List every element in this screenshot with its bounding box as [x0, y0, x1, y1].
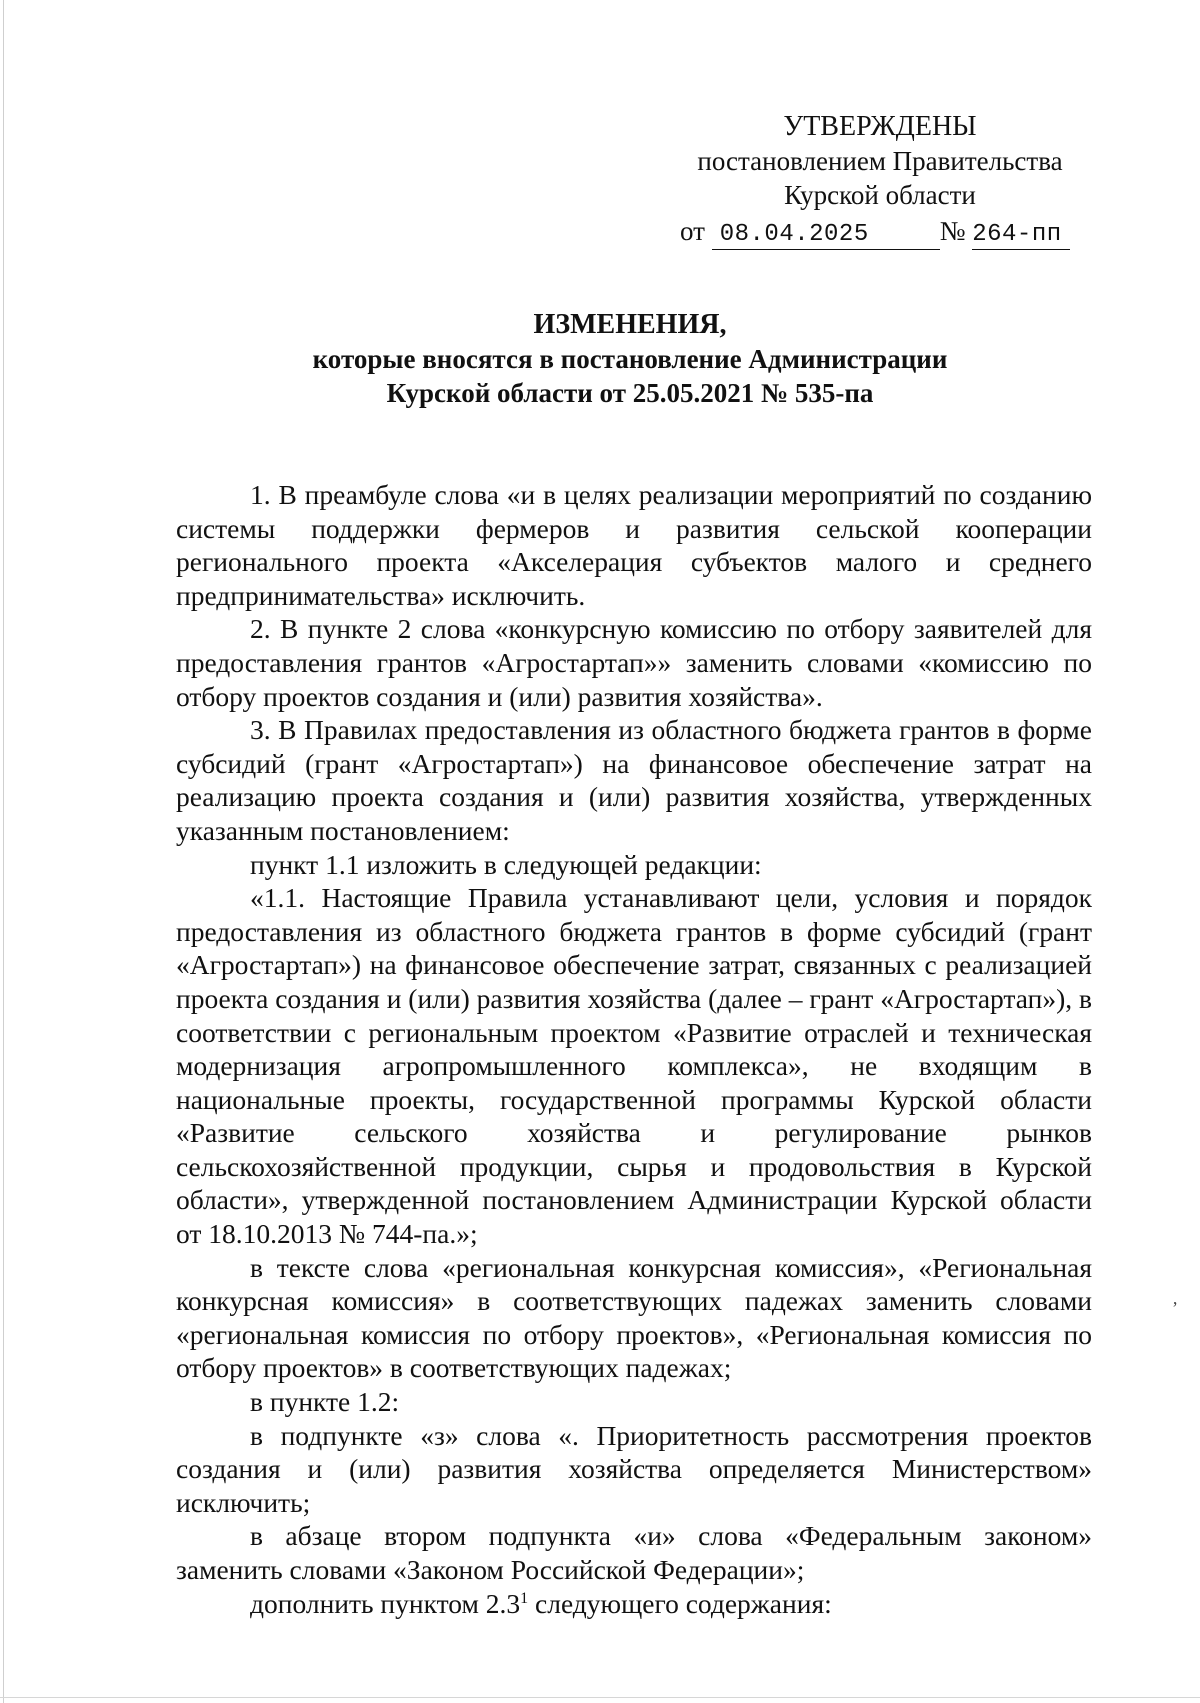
- paragraph-10-superscript: 1: [520, 1589, 529, 1607]
- approval-date-line: [680, 214, 1080, 250]
- paragraph-3: 3. В Правилах предоставления из областного бюджета грантов в форме субсидий (грант «Агростартап») на финансовое обеспечение затрат на реализацию проекта создания и (или) развития хозяйства, утвержденных указанным постановлением:: [176, 714, 1092, 846]
- from-label: от: [680, 216, 705, 246]
- title-main: ИЗМЕНЕНИЯ,: [533, 309, 727, 340]
- paragraph-10: [176, 1587, 1092, 1621]
- paragraph-5: «1.1. Настоящие Правила устанавливают цели, условия и порядок предоставления из областного бюджета грантов в форме субсидий (грант «Агростартап») на финансовое обеспечение затрат, связанных с реализацией проекта создания и (или) развития хозяйства (далее – грант «Агростартап»), в соответствии с региональным проектом «Развитие отраслей и техническая модернизация агропромышленного комплекса», не входящим в национальные проекты, государственной программы Курской области «Развитие сельского хозяйства и регулирование рынков сельскохозяйственной продукции, сырья и продовольствия в Курской области», утвержденной постановлением Администрации Курской области от 18.10.2013 № 744-па.»;: [176, 882, 1092, 1250]
- approval-date: 08.04.2025: [712, 221, 940, 250]
- number-label: №: [939, 216, 966, 246]
- paragraph-4: пункт 1.1 изложить в следующей редакции:: [250, 848, 762, 880]
- approval-stamp-block: [680, 110, 1080, 250]
- paragraph-2: 2. В пункте 2 слова «конкурсную комиссию по отбору заявителей для предоставления грантов «Агростартап»» заменить словами «комиссию по отбору проектов создания и (или) развития хозяйства».: [176, 613, 1092, 712]
- scan-edge-bottom: [0, 1697, 1200, 1698]
- approval-line-2: Курской области: [784, 180, 976, 210]
- document-body: [176, 478, 1092, 1620]
- approval-number: 264-пп: [972, 221, 1070, 250]
- paragraph-1: 1. В преамбуле слова «и в целях реализации мероприятий по созданию системы поддержки фермеров и развития сельской кооперации регионального проекта «Акселерация субъектов малого и среднего предпринимательства» исключить.: [176, 479, 1092, 611]
- margin-mark: ʼ: [1172, 1298, 1178, 1318]
- paragraph-6: в тексте слова «региональная конкурсная комиссия», «Региональная конкурсная комиссия» в соответствующих падежах заменить словами «региональная комиссия по отбору проектов», «Региональная комиссия по отбору проектов» в соответствующих падежах;: [176, 1251, 1092, 1384]
- paragraph-10-tail: следующего содержания:: [528, 1587, 832, 1619]
- title-line-2: Курской области от 25.05.2021 № 535-па: [386, 378, 874, 408]
- paragraph-9: в абзаце втором подпункта «и» слова «Федеральным законом» заменить словами «Законом Российской Федерации»;: [176, 1520, 1092, 1585]
- document-title: [180, 308, 1080, 410]
- scan-edge-left: [3, 0, 4, 1703]
- approval-line-1: постановлением Правительства: [697, 146, 1063, 176]
- approval-heading: УТВЕРЖДЕНЫ: [783, 111, 977, 142]
- paragraph-7: в пункте 1.2:: [250, 1386, 400, 1418]
- title-line-1: которые вносятся в постановление Администрации: [312, 344, 948, 374]
- paragraph-10-text: дополнить пунктом 2.3: [250, 1587, 521, 1619]
- paragraph-8: в подпункте «з» слова «. Приоритетность рассмотрения проектов создания и (или) развития хозяйства определяется Министерством» исключить;: [176, 1419, 1092, 1518]
